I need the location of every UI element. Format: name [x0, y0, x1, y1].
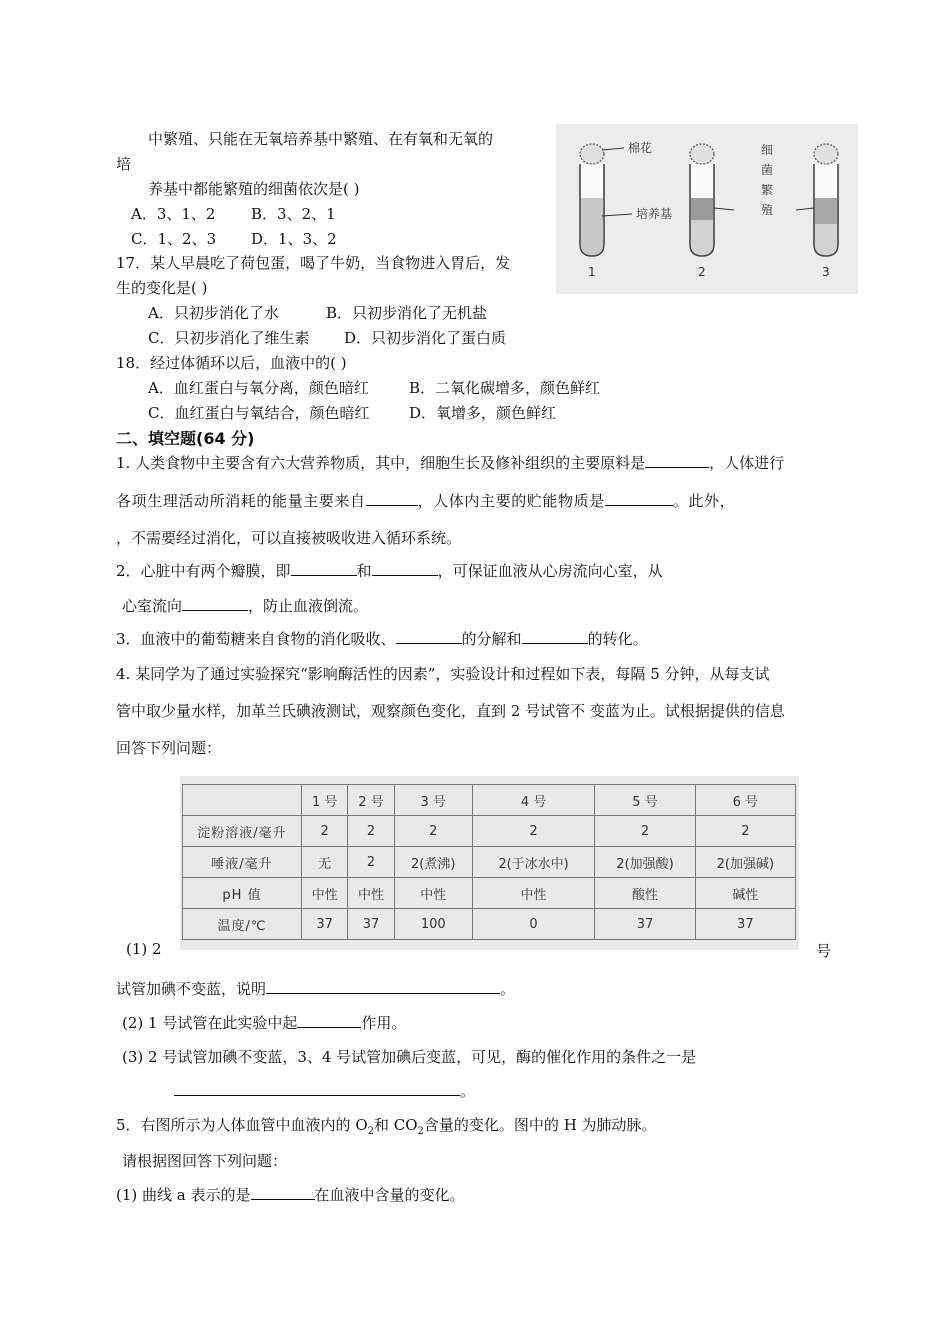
table-cell: 2(加强酸) [595, 847, 695, 878]
tube-number-2: 2 [698, 265, 706, 279]
fill3-text-b: 的分解和 [461, 630, 522, 648]
table-row [183, 909, 796, 940]
q16-line1b: 培 [116, 155, 132, 173]
q18-option-c: C．血红蛋白与氧结合，颜色暗红 [148, 404, 370, 422]
q17-option-d: D．只初步消化了蛋白质 [344, 329, 507, 347]
q16-option-b: B．3、2、1 [251, 205, 336, 223]
table-cell: 中性 [302, 878, 348, 909]
label-bacteria-2: 菌 [761, 163, 774, 177]
fill2-line1 [116, 560, 663, 581]
table-cell: 酸性 [595, 878, 695, 909]
table-cell: 37 [302, 909, 348, 940]
tube-number-3: 3 [822, 265, 830, 279]
q16-option-a: A．3、1、2 [131, 205, 216, 223]
fill4-sub1-text: 试管加碘不变蓝，说明 [116, 980, 267, 998]
fill2-text-b: 和 [356, 562, 372, 580]
answer-blank[interactable] [251, 1184, 315, 1200]
q17-option-b: B．只初步消化了无机盐 [326, 304, 488, 322]
fill4-sub1-suffix: 号 [816, 942, 832, 960]
test-tube-1 [580, 144, 604, 256]
table-header-cell: 6 号 [695, 785, 795, 816]
table-cell: 100 [394, 909, 472, 940]
fill5-line1 [116, 1114, 657, 1137]
fill1-text-a: 1. 人类食物中主要含有六大营养物质，其中，细胞生长及修补组织的主要原料是 [116, 454, 646, 472]
fill1-text-c: 各项生理活动所消耗的能量主要来自 [116, 492, 366, 510]
answer-blank[interactable] [182, 595, 248, 611]
table-cell: 2(于冰水中) [472, 847, 595, 878]
fill4-sub2 [122, 1012, 406, 1033]
fill2-text-c: ，可保证血液从心房流向心室，从 [437, 562, 663, 580]
fill1-line1 [116, 452, 784, 473]
section-title: 二、填空题(64 分) [116, 429, 255, 448]
table-header-cell: 2 号 [348, 785, 394, 816]
table-cell: 37 [595, 909, 695, 940]
table-header-cell [183, 785, 302, 816]
fill4-sub3-end: 。 [460, 1082, 476, 1100]
fill5-text-e: 在血液中含量的变化。 [314, 1186, 465, 1204]
experiment-table-image [180, 776, 799, 950]
answer-blank[interactable] [372, 560, 438, 576]
table-cell: 无 [302, 847, 348, 878]
table-cell: 2 [695, 816, 795, 847]
fill2-text-e: ，防止血液倒流。 [248, 597, 369, 615]
table-row [183, 847, 796, 878]
fill5-text-c: 含量的变化。图中的 H 为肺动脉。 [423, 1116, 657, 1134]
fill3-line [116, 628, 648, 649]
label-bacteria-3: 繁 [761, 183, 774, 197]
fill4-sub3-line1: (3) 2 号试管加碘不变蓝，3、4 号试管加碘后变蓝，可见，酶的催化作用的条件之一是 [122, 1048, 697, 1066]
answer-blank[interactable] [291, 560, 357, 576]
q16-option-d: D．1、3、2 [251, 230, 337, 248]
fill5-text-a: 5．右图所示为人体血管中血液内的 O [116, 1116, 368, 1134]
answer-blank[interactable] [396, 628, 462, 644]
fill3-text-c: 的转化。 [587, 630, 648, 648]
test-tube-2 [690, 144, 714, 256]
q17-stem-line2: 生的变化是( ) [116, 279, 208, 297]
answer-blank[interactable] [174, 1080, 460, 1096]
answer-blank[interactable] [522, 628, 588, 644]
table-header-cell: 3 号 [394, 785, 472, 816]
q18-option-a: A．血红蛋白与氧分离，颜色暗红 [148, 379, 369, 397]
table-cell: 2 [472, 816, 595, 847]
table-cell: 0 [472, 909, 595, 940]
fill5-sub-o2: 2 [367, 1126, 374, 1137]
table-row-label: 淀粉溶液/毫升 [183, 816, 302, 847]
fill1-text-b: ，人体进行 [709, 454, 785, 472]
answer-blank[interactable] [266, 978, 500, 994]
table-cell: 2 [348, 816, 394, 847]
table-cell: 2 [595, 816, 695, 847]
table-cell: 中性 [348, 878, 394, 909]
fill5-line2: 请根据图回答下列问题： [122, 1152, 288, 1170]
fill5-sub-co2: 2 [417, 1126, 424, 1137]
experiment-table [182, 784, 796, 940]
table-row-label: 唾液/毫升 [183, 847, 302, 878]
fill4-sub1-line2 [116, 978, 515, 999]
table-cell: 37 [695, 909, 795, 940]
fill4-sub2-text-b: 作用。 [361, 1014, 407, 1032]
fill4-sub3-line2 [174, 1080, 475, 1101]
table-cell: 37 [348, 909, 394, 940]
q16-line2: 养基中都能繁殖的细菌依次是( ) [148, 180, 360, 198]
answer-blank[interactable] [605, 490, 673, 506]
fill2-line2 [122, 595, 368, 616]
table-row-label: 温度/℃ [183, 909, 302, 940]
table-header-cell: 4 号 [472, 785, 595, 816]
table-cell: 2(加强碱) [695, 847, 795, 878]
table-cell: 碱性 [695, 878, 795, 909]
answer-blank[interactable] [297, 1012, 361, 1028]
table-cell: 2 [394, 816, 472, 847]
q17-option-a: A．只初步消化了水 [148, 304, 279, 322]
table-header-cell: 5 号 [595, 785, 695, 816]
label-bacteria-4: 殖 [761, 203, 774, 217]
fill4-sub1-prefix: (1) 2 [126, 940, 162, 958]
fill5-text-b: 和 CO [374, 1116, 418, 1134]
fill4-sub2-text-a: (2) 1 号试管在此实验中起 [122, 1014, 298, 1032]
table-cell: 中性 [472, 878, 595, 909]
fill5-line3 [116, 1184, 465, 1205]
table-header-cell: 1 号 [302, 785, 348, 816]
q18-stem: 18．经过体循环以后，血液中的( ) [116, 354, 347, 372]
table-row-label: pH 值 [183, 878, 302, 909]
table-cell: 2(煮沸) [394, 847, 472, 878]
q17-stem-line1: 17．某人早晨吃了荷包蛋，喝了牛奶，当食物进入胃后，发 [116, 254, 511, 272]
fill5-text-d: (1) 曲线 a 表示的是 [116, 1186, 251, 1204]
tube-number-1: 1 [588, 265, 596, 279]
fill2-text-d: 心室流向 [122, 597, 183, 615]
q18-option-b: B．二氧化碳增多，颜色鲜红 [409, 379, 601, 397]
fill1-text-d: ，人体内主要的贮能物质是 [417, 492, 605, 510]
fill3-text-a: 3．血液中的葡萄糖来自食物的消化吸收、 [116, 630, 396, 648]
table-cell: 2 [302, 816, 348, 847]
q16-line1: 中繁殖、只能在无氧培养基中繁殖、在有氧和无氧的 [148, 130, 494, 148]
fill2-text-a: 2．心脏中有两个瓣膜，即 [116, 562, 291, 580]
q17-option-c: C．只初步消化了维生素 [148, 329, 310, 347]
table-cell: 中性 [394, 878, 472, 909]
fill1-line3: ，不需要经过消化，可以直接被吸收进入循环系统。 [116, 529, 462, 547]
table-row [183, 878, 796, 909]
answer-blank[interactable] [645, 452, 709, 468]
fill1-line2 [116, 490, 735, 511]
fill4-sub1-end: 。 [500, 980, 516, 998]
q18-option-d: D．氧增多，颜色鲜红 [409, 404, 557, 422]
label-cotton: 棉花 [628, 141, 653, 155]
table-row [183, 816, 796, 847]
fill4-line1: 4. 某同学为了通过实验探究“影响酶活性的因素”，实验设计和过程如下表，每隔 5 分钟，从每支试 [116, 665, 770, 683]
fill4-line2: 管中取少量水样，加革兰氏碘液测试，观察颜色变化，直到 2 号试管不 变蓝为止。试根据提供的信息 [116, 702, 785, 720]
q16-option-c: C．1、2、3 [131, 230, 217, 248]
fill4-line3: 回答下列问题： [116, 739, 222, 757]
test-tube-figure [556, 124, 858, 294]
label-bacteria-1: 细 [761, 143, 774, 157]
table-header-row [183, 785, 796, 816]
test-tube-3 [814, 144, 838, 256]
table-cell: 2 [348, 847, 394, 878]
answer-blank[interactable] [366, 490, 418, 506]
label-medium: 培养基 [636, 207, 673, 221]
fill1-text-e: 。此外， [672, 492, 736, 510]
